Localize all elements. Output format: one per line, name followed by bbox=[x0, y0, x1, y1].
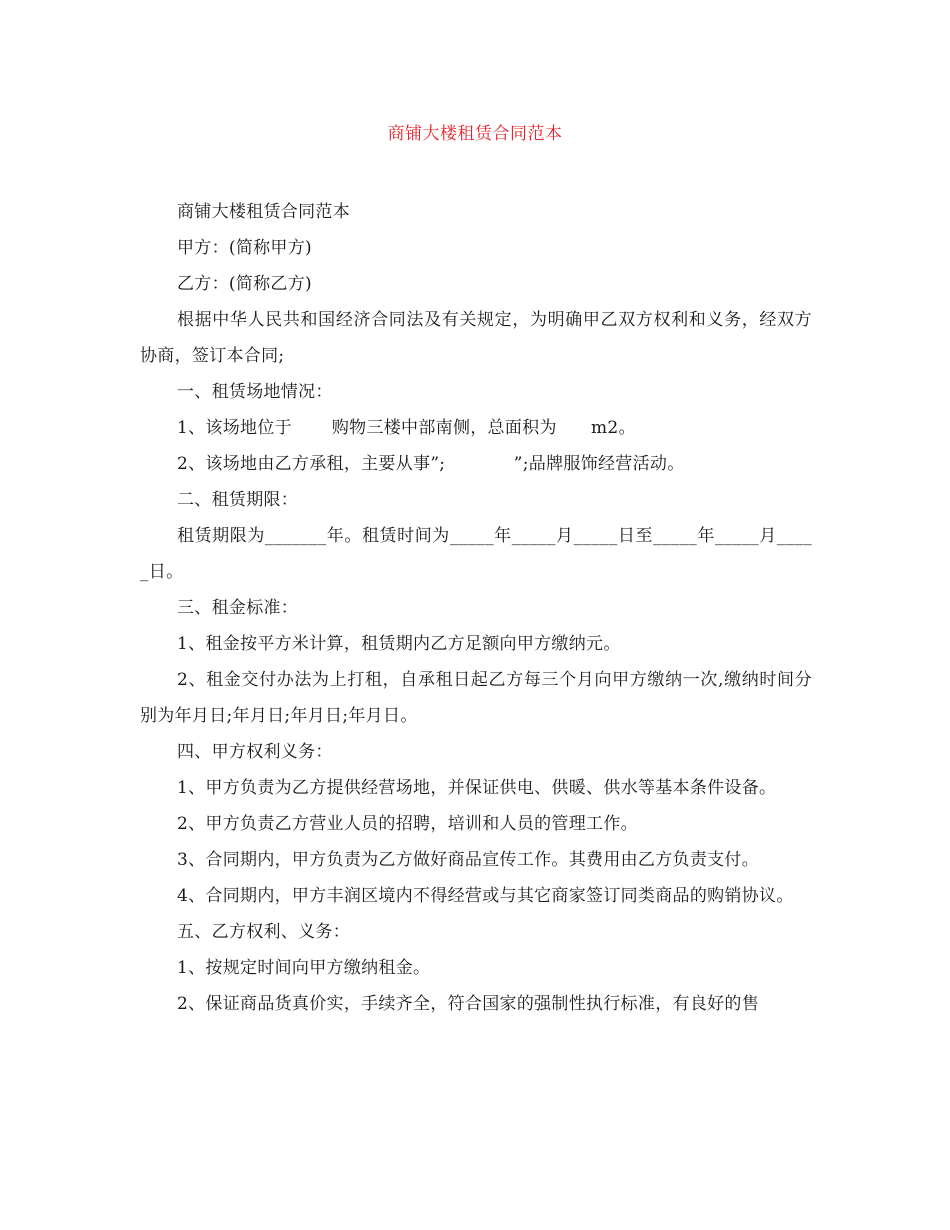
paragraph-3-2: 2、租金交付办法为上打租，自承租日起乙方每三个月向甲方缴纳一次,缴纳时间分别为年月日;年月日;年月日;年月日。 bbox=[140, 670, 812, 726]
section-heading-4: 四、甲方权利义务： bbox=[177, 742, 333, 762]
paragraph-3-1: 1、租金按平方米计算，租赁期内乙方足额向甲方缴纳元。 bbox=[177, 634, 621, 654]
paragraph-4-2: 2、甲方负责乙方营业人员的招聘，培训和人员的管理工作。 bbox=[177, 814, 638, 834]
paragraph-5-1: 1、按规定时间向甲方缴纳租金。 bbox=[177, 958, 431, 978]
paragraph-5-2: 2、保证商品货真价实，手续齐全，符合国家的强制性执行标准，有良好的售 bbox=[177, 994, 760, 1014]
paragraph-1-2: 2、该场地由乙方承租，主要从事”; ”;品牌服饰经营活动。 bbox=[177, 454, 685, 474]
paragraph-preamble: 根据中华人民共和国经济合同法及有关规定，为明确甲乙双方权利和义务，经双方协商，签订本合同; bbox=[140, 310, 812, 366]
paragraph-1-1: 1、该场地位于 购物三楼中部南侧，总面积为 m2。 bbox=[177, 418, 636, 438]
section-heading-3: 三、租金标准： bbox=[177, 598, 299, 618]
paragraph-party-a: 甲方：(简称甲方) bbox=[177, 238, 312, 258]
paragraph-party-b: 乙方：(简称乙方) bbox=[177, 274, 312, 294]
paragraph-4-4: 4、合同期内，甲方丰润区境内不得经营或与其它商家签订同类商品的购销协议。 bbox=[177, 886, 794, 906]
paragraph-4-1: 1、甲方负责为乙方提供经营场地，并保证供电、供暖、供水等基本条件设备。 bbox=[177, 778, 777, 798]
section-heading-5: 五、乙方权利、义务： bbox=[177, 922, 350, 942]
document-body bbox=[140, 194, 812, 1022]
section-heading-2: 二、租赁期限： bbox=[177, 490, 299, 510]
paragraph-2-term: 租赁期限为_______年。租赁时间为_____年_____月_____日至_____年_____月_____日。 bbox=[140, 526, 812, 582]
paragraph-4-3: 3、合同期内，甲方负责为乙方做好商品宣传工作。其费用由乙方负责支付。 bbox=[177, 850, 760, 870]
section-heading-1: 一、租赁场地情况： bbox=[177, 382, 333, 402]
paragraph-heading-repeat: 商铺大楼租赁合同范本 bbox=[177, 202, 350, 222]
document-title: 商铺大楼租赁合同范本 bbox=[387, 124, 563, 144]
